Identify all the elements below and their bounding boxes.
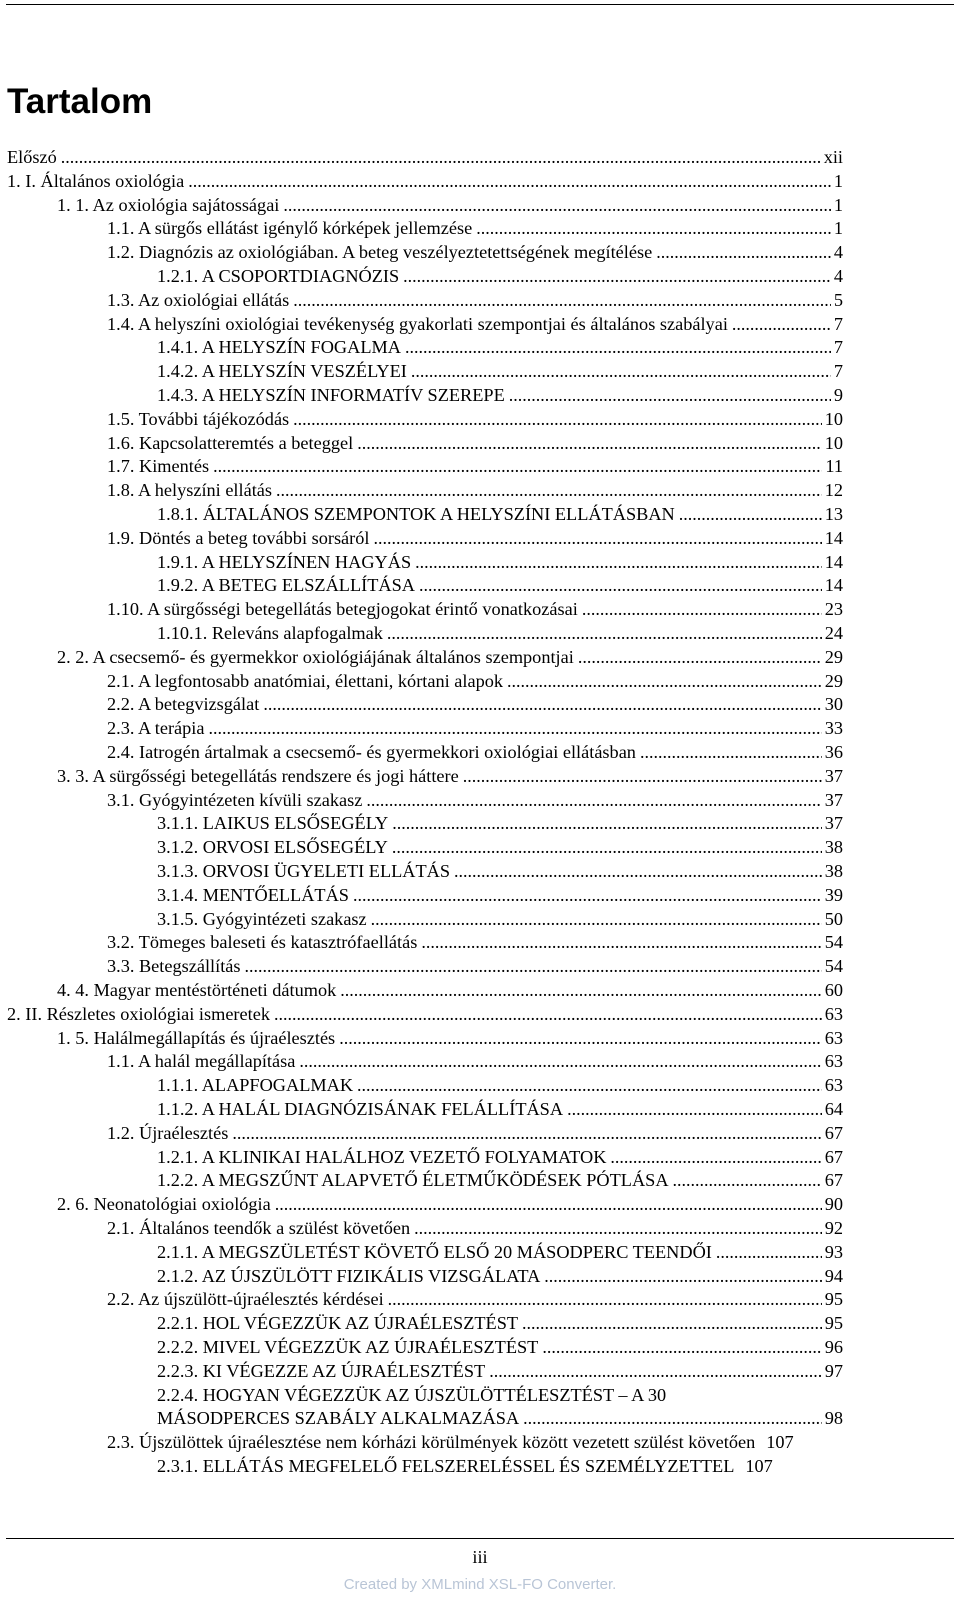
toc-page-number[interactable]: 14 [824, 527, 843, 548]
toc-entry-label[interactable]: 2. II. Részletes oxiológiai ismeretek [7, 1003, 270, 1024]
dot-leader [476, 217, 831, 239]
toc-entry-label[interactable]: 1.1. A sürgős ellátást igénylő kórképek jellemzése [107, 218, 473, 239]
toc-page-number[interactable]: 50 [824, 908, 843, 929]
toc-page-number[interactable]: 33 [824, 718, 843, 739]
toc-page-number[interactable]: 23 [824, 599, 843, 620]
toc-entry[interactable] [157, 336, 843, 358]
toc-page-number[interactable]: 36 [824, 742, 843, 762]
toc-page-number[interactable]: 63 [824, 1051, 843, 1072]
toc-page-number[interactable]: 37 [824, 813, 843, 834]
toc-page-number[interactable]: 10 [824, 432, 843, 453]
dot-leader [283, 194, 830, 216]
toc-entry[interactable] [107, 741, 843, 763]
toc-entry[interactable] [157, 551, 843, 573]
toc-entry[interactable] [107, 693, 843, 715]
toc-entry-label[interactable]: 3.1.2. ORVOSI ELSŐSEGÉLY [157, 837, 388, 858]
dot-leader [732, 313, 831, 335]
toc-page-number[interactable]: 38 [824, 837, 843, 858]
toc-page-number[interactable]: 10 [824, 408, 843, 429]
toc-entry[interactable] [7, 170, 843, 192]
toc-entry[interactable] [107, 1050, 843, 1072]
dot-leader [293, 408, 822, 430]
toc-page-number[interactable]: 107 [766, 1432, 794, 1453]
toc-entry[interactable] [107, 1122, 843, 1144]
toc-entry[interactable] [157, 1407, 843, 1429]
toc-entry-label[interactable]: 1.2.1. A KLINIKAI HALÁLHOZ VEZETŐ FOLYAMATOK [157, 1146, 607, 1167]
dot-leader [415, 551, 822, 573]
toc-entry[interactable] [107, 670, 843, 692]
dot-leader [489, 1360, 822, 1382]
toc-entry-label[interactable]: 3.1.3. ORVOSI ÜGYELETI ELLÁTÁS [157, 861, 451, 881]
toc-entry-label[interactable]: 1.8.1. ÁLTALÁNOS SZEMPONTOK A HELYSZÍNI ELLÁTÁSBAN [157, 504, 675, 524]
dot-leader [388, 1288, 822, 1310]
dot-leader [567, 1098, 822, 1120]
toc-entry[interactable] [107, 241, 843, 263]
toc-entry[interactable] [57, 979, 843, 1001]
dot-leader [232, 1122, 821, 1144]
dot-leader [339, 1027, 822, 1049]
toc-entry[interactable] [157, 1360, 843, 1382]
toc-page-number[interactable]: 96 [824, 1337, 843, 1357]
toc-entry[interactable] [57, 1193, 843, 1215]
dot-leader [411, 360, 831, 382]
toc-page-number[interactable]: 64 [824, 1099, 843, 1119]
toc-entry[interactable] [157, 884, 843, 906]
dot-leader [392, 836, 822, 858]
toc-entry-label[interactable]: 2.3. A terápia [107, 718, 205, 739]
toc-page-number[interactable]: 14 [824, 551, 843, 572]
toc-entry-label[interactable]: 1.6. Kapcsolatteremtés a beteggel [107, 432, 354, 453]
dot-leader [188, 170, 831, 192]
toc-entry-label[interactable]: 3.3. Betegszállítás [107, 956, 241, 977]
toc-entry[interactable] [157, 1455, 881, 1477]
dot-leader [371, 908, 822, 930]
toc-page-number[interactable]: 4 [833, 266, 843, 286]
toc-page-number[interactable]: 7 [833, 361, 843, 382]
toc-entry[interactable] [157, 503, 843, 525]
toc-entry[interactable] [157, 1241, 843, 1263]
toc-entry-label[interactable]: 1. 5. Halálmegállapítás és újraélesztés [57, 1027, 336, 1048]
toc-entry[interactable] [107, 432, 843, 454]
toc-entry-label[interactable]: 1.9.2. A BETEG ELSZÁLLÍTÁSA [157, 575, 415, 596]
toc-page-number[interactable]: 29 [824, 646, 843, 667]
dot-leader [274, 1003, 822, 1025]
toc-entry[interactable] [157, 836, 843, 858]
toc-entry[interactable] [107, 479, 843, 501]
toc-entry-label[interactable]: 1.9. Döntés a beteg további sorsáról [107, 527, 370, 548]
toc-entry[interactable] [107, 1217, 843, 1239]
toc-entry-label[interactable]: 2.1. Általános teendők a szülést követően [107, 1218, 411, 1238]
toc-page-number[interactable]: 95 [824, 1289, 843, 1310]
toc-entry-label[interactable]: 2.1.2. AZ ÚJSZÜLÖTT FIZIKÁLIS VIZSGÁLATA [157, 1265, 541, 1286]
toc-entry[interactable] [157, 574, 843, 596]
toc-page-number[interactable]: xii [823, 147, 843, 167]
dot-leader [299, 1050, 821, 1072]
toc-page-number[interactable]: 54 [824, 956, 843, 977]
toc-entry-label[interactable]: 3. 3. A sürgősségi betegellátás rendszere és jogi háttere [57, 765, 459, 786]
toc-entry-label[interactable]: 1.1.2. A HALÁL DIAGNÓZISÁNAK FELÁLLÍTÁSA [157, 1099, 564, 1119]
dot-leader [357, 432, 822, 454]
toc-entry[interactable] [157, 1265, 843, 1287]
dot-leader [213, 455, 822, 477]
toc-entry-label[interactable]: 1.4.3. A HELYSZÍN INFORMATÍV SZEREPE [157, 385, 505, 405]
toc-page-number[interactable]: 92 [824, 1218, 843, 1238]
toc-page-number[interactable]: 67 [824, 1122, 843, 1143]
toc-entry-label[interactable]: 3.1.1. LAIKUS ELSŐSEGÉLY [157, 813, 389, 834]
dot-leader [208, 717, 821, 739]
toc-entry[interactable] [7, 1003, 843, 1025]
dot-leader [421, 931, 821, 953]
toc-entry-label[interactable]: 1.4. A helyszíni oxiológiai tevékenység gyakorlati szempontjai és általános szabályai [107, 313, 728, 334]
toc-entry[interactable] [107, 1431, 881, 1453]
toc-entry-label[interactable]: Előszó [7, 147, 57, 167]
toc-entry-label[interactable]: 1.8. A helyszíni ellátás [107, 480, 273, 501]
toc-entry-label[interactable]: 1. 1. Az oxiológia sajátosságai [57, 194, 280, 215]
toc-page-number[interactable]: 9 [833, 385, 843, 405]
dot-leader [245, 955, 822, 977]
toc-entry-label[interactable]: 1.2. Diagnózis az oxiológiában. A beteg veszélyeztetettségének megítélése [107, 242, 653, 263]
toc-page-number[interactable]: 14 [824, 575, 843, 596]
toc-entry-label[interactable]: 2.2. A betegvizsgálat [107, 694, 260, 715]
toc-entry-label[interactable]: 2.1.1. A MEGSZÜLETÉST KÖVETŐ ELSŐ 20 MÁSODPERC TEENDŐI [157, 1241, 712, 1262]
toc-entry[interactable] [107, 408, 843, 430]
toc-entry-label[interactable]: 3.1.5. Gyógyintézeti szakasz [157, 908, 367, 929]
toc-page-number[interactable]: 11 [825, 456, 843, 477]
dot-leader [522, 1312, 822, 1334]
toc-entry-label[interactable]: 1.1.1. ALAPFOGALMAK [157, 1075, 354, 1096]
toc-entry[interactable] [107, 1288, 843, 1310]
dot-leader [463, 765, 822, 787]
toc-page-number[interactable]: 54 [824, 932, 843, 953]
dot-leader [544, 1265, 821, 1287]
toc-entry-label[interactable]: 4. 4. Magyar mentéstörténeti dátumok [57, 980, 337, 1000]
toc-entry[interactable] [107, 289, 843, 311]
dot-leader [673, 1169, 822, 1191]
toc-entry-label[interactable]: 1.10.1. Releváns alapfogalmak [157, 623, 383, 643]
page-number: iii [472, 1547, 488, 1567]
toc-entry-label[interactable]: 1.4.2. A HELYSZÍN VESZÉLYEI [157, 361, 407, 382]
dot-leader [656, 241, 831, 263]
toc-entry-label[interactable]: 3.1. Gyógyintézeten kívüli szakasz [107, 789, 363, 810]
top-rule [6, 4, 954, 5]
dot-leader [582, 598, 822, 620]
page-title: Tartalom [7, 82, 153, 121]
toc-entry-label[interactable]: 1.5. További tájékozódás [107, 408, 290, 429]
toc-page-number[interactable]: 4 [833, 242, 843, 263]
toc-entry[interactable] [157, 1336, 843, 1358]
toc-entry-label[interactable]: 1.2.2. A MEGSZŰNT ALAPVETŐ ÉLETMŰKÖDÉSEK PÓTLÁSA [157, 1170, 669, 1191]
toc-entry-label[interactable]: 2.4. Iatrogén ártalmak a csecsemő- és gyermekkori oxiológiai ellátásban [107, 742, 636, 762]
toc-entry[interactable] [57, 765, 843, 787]
toc-entry-label[interactable]: MÁSODPERCES SZABÁLY ALKALMAZÁSA [157, 1408, 520, 1429]
dot-leader [542, 1336, 821, 1358]
dot-leader [353, 884, 822, 906]
toc-entry[interactable] [57, 1027, 843, 1049]
toc-entry-label[interactable]: 2.2.4. HOGYAN VÉGEZZÜK AZ ÚJSZÜLÖTTÉLESZTÉST – A 30 [157, 1384, 667, 1405]
toc-entry[interactable] [7, 146, 843, 168]
toc-entry-label[interactable]: 2.2.2. MIVEL VÉGEZZÜK AZ ÚJRAÉLESZTÉST [157, 1337, 539, 1357]
dot-leader [509, 384, 831, 406]
toc-page-number[interactable]: 30 [824, 694, 843, 715]
toc-entry[interactable] [107, 931, 843, 953]
toc-entry-label[interactable]: 2.2. Az újszülött-újraélesztés kérdései [107, 1289, 384, 1310]
toc-page-number[interactable]: 63 [824, 1075, 843, 1096]
dot-leader [679, 503, 822, 525]
toc-entry-label[interactable]: 1.10. A sürgősségi betegellátás betegjogokat érintő vonatkozásai [107, 599, 578, 620]
toc-page-number[interactable]: 38 [824, 861, 843, 881]
toc-entry-label[interactable]: 2.3.1. ELLÁTÁS MEGFELELŐ FELSZERELÉSSEL ÉS SZEMÉLYZETTEL [157, 1456, 735, 1476]
toc-page-number[interactable]: 1 [833, 194, 843, 215]
dot-leader [357, 1074, 822, 1096]
toc-entry-label[interactable]: 1.7. Kimentés [107, 456, 210, 477]
toc-entry-label[interactable]: 1.3. Az oxiológiai ellátás [107, 289, 290, 310]
toc-page-number[interactable]: 94 [824, 1265, 843, 1286]
toc-entry[interactable] [157, 1146, 843, 1168]
toc-page-number[interactable]: 95 [824, 1313, 843, 1334]
toc-entry-label[interactable]: 1.1. A halál megállapítása [107, 1051, 296, 1072]
toc-entry[interactable] [157, 860, 843, 882]
toc-page-number[interactable]: 29 [824, 670, 843, 691]
toc-page-number[interactable]: 107 [745, 1456, 773, 1476]
toc-entry[interactable] [157, 1312, 843, 1334]
toc-entry-label[interactable]: 2. 2. A csecsemő- és gyermekkor oxiológiájának általános szempontjai [57, 646, 574, 667]
dot-leader [366, 789, 821, 811]
toc-entry[interactable] [157, 812, 843, 834]
toc-entry[interactable] [57, 194, 843, 216]
dot-leader [340, 979, 821, 1001]
toc-entry[interactable] [157, 1098, 843, 1120]
toc-entry[interactable] [157, 384, 843, 406]
dot-leader [640, 741, 822, 763]
toc-page-number[interactable]: 37 [824, 789, 843, 810]
toc-entry[interactable] [157, 360, 843, 382]
dot-leader [454, 860, 822, 882]
toc-entry-label[interactable]: 2. 6. Neonatológiai oxiológia [57, 1194, 271, 1215]
converter-footer: Created by XMLmind XSL-FO Converter. [343, 1576, 617, 1593]
dot-leader [403, 265, 831, 287]
toc-entry[interactable] [157, 1074, 843, 1096]
toc-page-number[interactable]: 37 [824, 765, 843, 786]
dot-leader [414, 1217, 822, 1239]
toc-entry[interactable] [57, 646, 843, 668]
toc-entry-label[interactable]: 3.1.4. MENTŐELLÁTÁS [157, 884, 349, 905]
toc-page-number[interactable]: 90 [824, 1194, 843, 1215]
dot-leader [387, 622, 822, 644]
toc-page-number[interactable]: 63 [824, 1003, 843, 1024]
toc-page-number[interactable]: 7 [833, 313, 843, 334]
dot-leader [523, 1407, 822, 1429]
toc-entry[interactable] [107, 217, 843, 239]
toc-entry[interactable] [107, 955, 843, 977]
dot-leader [419, 574, 822, 596]
toc-page-number[interactable]: 24 [824, 623, 843, 643]
dot-leader [392, 812, 821, 834]
toc-entry-label[interactable]: 2.2.1. HOL VÉGEZZÜK AZ ÚJRAÉLESZTÉST [157, 1313, 519, 1334]
toc-entry[interactable] [107, 527, 843, 549]
dot-leader [61, 146, 821, 168]
toc-page-number[interactable]: 1 [833, 218, 843, 239]
toc-entry-label[interactable]: 2.1. A legfontosabb anatómiai, élettani, kórtani alapok [107, 670, 503, 691]
toc-entry-label[interactable]: 1.2.1. A CSOPORTDIAGNÓZIS [157, 266, 400, 286]
toc-entry[interactable] [157, 265, 843, 287]
toc-entry-label[interactable]: 1.4.1. A HELYSZÍN FOGALMA [157, 337, 401, 358]
dot-leader [293, 289, 831, 311]
toc-page-number[interactable]: 12 [824, 480, 843, 501]
toc-entry[interactable] [107, 313, 843, 335]
dot-leader [405, 336, 831, 358]
toc-page-number[interactable]: 1 [833, 170, 843, 191]
dot-leader [716, 1241, 822, 1263]
toc-entry-label[interactable]: 3.2. Tömeges baleseti és katasztrófaellátás [107, 932, 418, 953]
toc-entry-label[interactable]: 2.3. Újszülöttek újraélesztése nem kórházi körülmények között vezetett szülést követően [107, 1432, 756, 1453]
toc-entry-label[interactable]: 2.2.3. KI VÉGEZZE AZ ÚJRAÉLESZTÉST [157, 1360, 486, 1381]
dot-leader [507, 670, 822, 692]
toc-page-number[interactable]: 13 [824, 504, 843, 524]
toc-entry[interactable] [107, 455, 843, 477]
toc-page-number[interactable]: 97 [824, 1360, 843, 1381]
toc-entry[interactable] [157, 622, 843, 644]
toc-entry[interactable] [157, 908, 843, 930]
dot-leader [610, 1146, 821, 1168]
toc-page-number[interactable]: 98 [824, 1408, 843, 1429]
toc-entry-label[interactable]: 1.9.1. A HELYSZÍNEN HAGYÁS [157, 551, 412, 572]
toc-page-number[interactable]: 5 [833, 289, 843, 310]
toc-entry[interactable] [107, 789, 843, 811]
toc-entry-label[interactable]: 1. I. Általános oxiológia [7, 170, 185, 191]
toc-page-number[interactable]: 7 [833, 337, 843, 358]
toc-entry-label[interactable]: 1.2. Újraélesztés [107, 1122, 229, 1143]
dot-leader [263, 693, 821, 715]
dot-leader [275, 1193, 822, 1215]
toc-page-number[interactable]: 93 [824, 1241, 843, 1262]
dot-leader [373, 527, 821, 549]
toc-entry[interactable] [107, 717, 843, 739]
toc-entry[interactable] [107, 598, 843, 620]
toc-page-number[interactable]: 63 [824, 1027, 843, 1048]
dot-leader [276, 479, 822, 501]
toc-page-number[interactable]: 39 [824, 884, 843, 905]
toc-page-number[interactable]: 67 [824, 1146, 843, 1167]
toc-page-number[interactable]: 60 [824, 980, 843, 1000]
toc-page-number[interactable]: 67 [824, 1170, 843, 1191]
toc-entry[interactable] [157, 1169, 843, 1191]
dot-leader [578, 646, 822, 668]
bottom-rule [6, 1538, 954, 1539]
